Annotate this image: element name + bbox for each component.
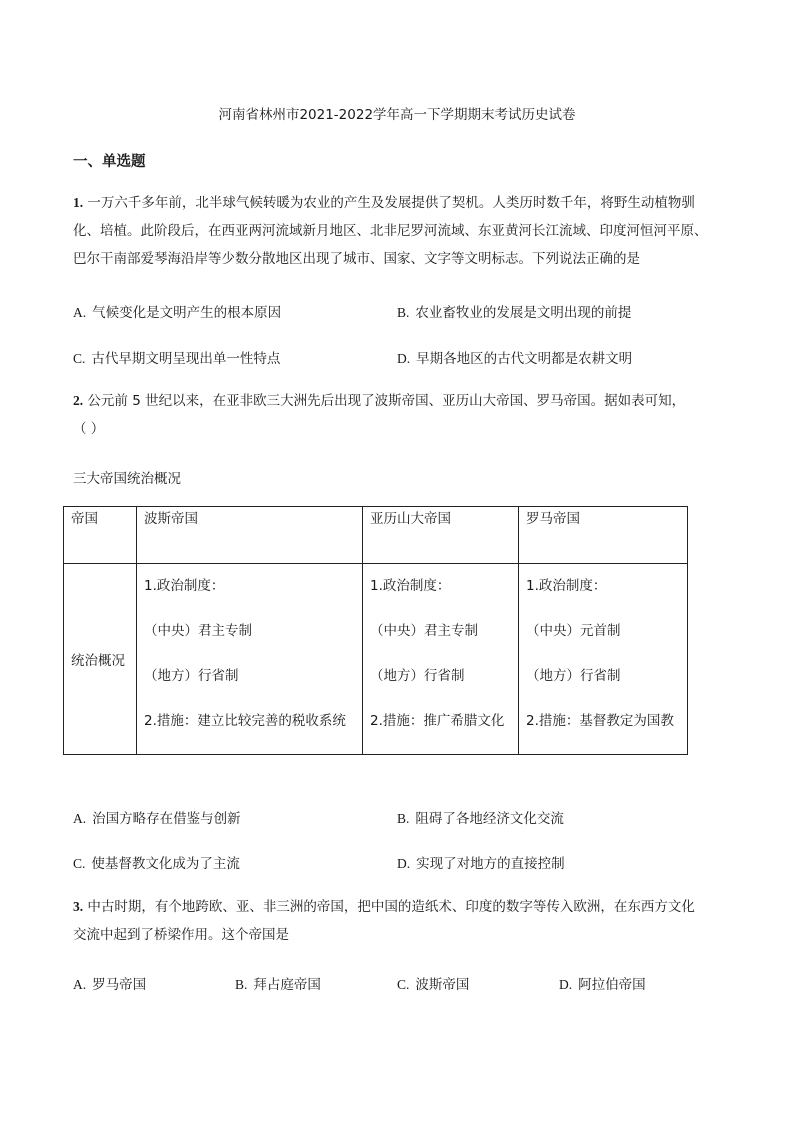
option-3d[interactable] [559, 973, 646, 993]
cell-line: 2.措施：基督教定为国教 [526, 713, 674, 729]
option-text: 气候变化是文明产生的根本原因 [92, 305, 282, 321]
table-cell-rome [519, 564, 688, 755]
question-line [73, 893, 725, 921]
option-label: A. [73, 977, 87, 992]
option-label: D. [397, 856, 411, 871]
option-text: 早期各地区的古代文明都是农耕文明 [416, 351, 633, 367]
cell-line: （中央）元首制 [526, 623, 621, 639]
cell-line: （地方）行省制 [370, 668, 465, 684]
cell-line: 1.政治制度： [144, 578, 225, 594]
option-text: 罗马帝国 [92, 977, 147, 993]
cell-line: （地方）行省制 [526, 668, 621, 684]
table-row-label: 统治概况 [64, 564, 137, 755]
option-text: 治国方略存在借鉴与创新 [92, 811, 241, 827]
cell-line: 2.措施：建立比较完善的税收系统 [144, 713, 346, 729]
question-line [73, 189, 725, 217]
option-2b[interactable] [397, 807, 564, 827]
question-line: 巴尔干南部爱琴海沿岸等少数分散地区出现了城市、国家、文字等文明标志。下列说法正确的是 [73, 251, 640, 267]
option-text: 农业畜牧业的发展是文明出现的前提 [415, 305, 632, 321]
question-2 [73, 387, 725, 443]
table-header-cell: 罗马帝国 [519, 507, 688, 564]
option-3b[interactable] [235, 973, 321, 993]
option-label: C. [73, 856, 86, 871]
question-line: 交流中起到了桥梁作用。这个帝国是 [73, 927, 289, 943]
table-header-cell: 波斯帝国 [137, 507, 363, 564]
option-1c[interactable] [73, 347, 280, 367]
option-3c[interactable] [397, 973, 469, 993]
option-label: D. [397, 351, 411, 366]
option-2d[interactable] [397, 852, 565, 872]
question-number: 3. [73, 899, 84, 914]
question-text: 中古时期，有个地跨欧、亚、非三洲的帝国，把中国的造纸术、印度的数字等传入欧洲，在东西方文化 [87, 899, 695, 915]
question-line: （ ） [73, 421, 105, 437]
question-line: 化、培植。此阶段后，在西亚两河流域新月地区、北非尼罗河流域、东亚黄河长江流域、印度河恒河平原、 [73, 223, 708, 239]
page-title: 河南省林州市2021-2022学年高一下学期期末考试历史试卷 [218, 107, 576, 123]
option-label: B. [397, 811, 410, 826]
option-label: A. [73, 305, 87, 320]
option-text: 古代早期文明呈现出单一性特点 [91, 351, 281, 367]
table-header-row [64, 507, 688, 564]
table-cell-alexander [363, 564, 519, 755]
option-label: B. [397, 305, 410, 320]
question-3 [73, 893, 725, 949]
option-text: 阿拉伯帝国 [578, 977, 646, 993]
option-label: C. [397, 977, 410, 992]
question-text: 公元前 5 世纪以来，在亚非欧三大洲先后出现了波斯帝国、亚历山大帝国、罗马帝国。据如表可知， [87, 393, 686, 409]
question-number: 1. [73, 195, 84, 210]
option-text: 拜占庭帝国 [253, 977, 321, 993]
option-text: 实现了对地方的直接控制 [416, 856, 565, 872]
option-text: 阻碍了各地经济文化交流 [415, 811, 564, 827]
option-label: C. [73, 351, 86, 366]
option-3a[interactable] [73, 973, 146, 993]
option-1b[interactable] [397, 301, 631, 321]
option-2c[interactable] [73, 852, 240, 872]
empires-table [63, 506, 688, 755]
option-1d[interactable] [397, 347, 632, 367]
table-row [64, 564, 688, 755]
cell-line: 1.政治制度： [370, 578, 451, 594]
question-text: 一万六千多年前，北半球气候转暖为农业的产生及发展提供了契机。人类历时数千年，将野生动植物驯 [87, 195, 695, 211]
option-label: A. [73, 811, 87, 826]
option-label: D. [559, 977, 573, 992]
table-header-cell: 亚历山大帝国 [363, 507, 519, 564]
cell-line: 1.政治制度： [526, 578, 607, 594]
option-text: 波斯帝国 [415, 977, 470, 993]
table-header-cell: 帝国 [64, 507, 137, 564]
section-heading: 一、单选题 [73, 154, 146, 170]
option-text: 使基督教文化成为了主流 [91, 856, 240, 872]
question-1 [73, 189, 725, 273]
option-1a[interactable] [73, 301, 281, 321]
option-2a[interactable] [73, 807, 241, 827]
table-cell-persia [137, 564, 363, 755]
question-number: 2. [73, 393, 84, 408]
question-line [73, 387, 725, 415]
cell-line: （中央）君主专制 [370, 623, 478, 639]
cell-line: （中央）君主专制 [144, 623, 252, 639]
table-caption: 三大帝国统治概况 [73, 471, 181, 487]
cell-line: （地方）行省制 [144, 668, 239, 684]
cell-line: 2.措施：推广希腊文化 [370, 713, 505, 729]
option-label: B. [235, 977, 248, 992]
